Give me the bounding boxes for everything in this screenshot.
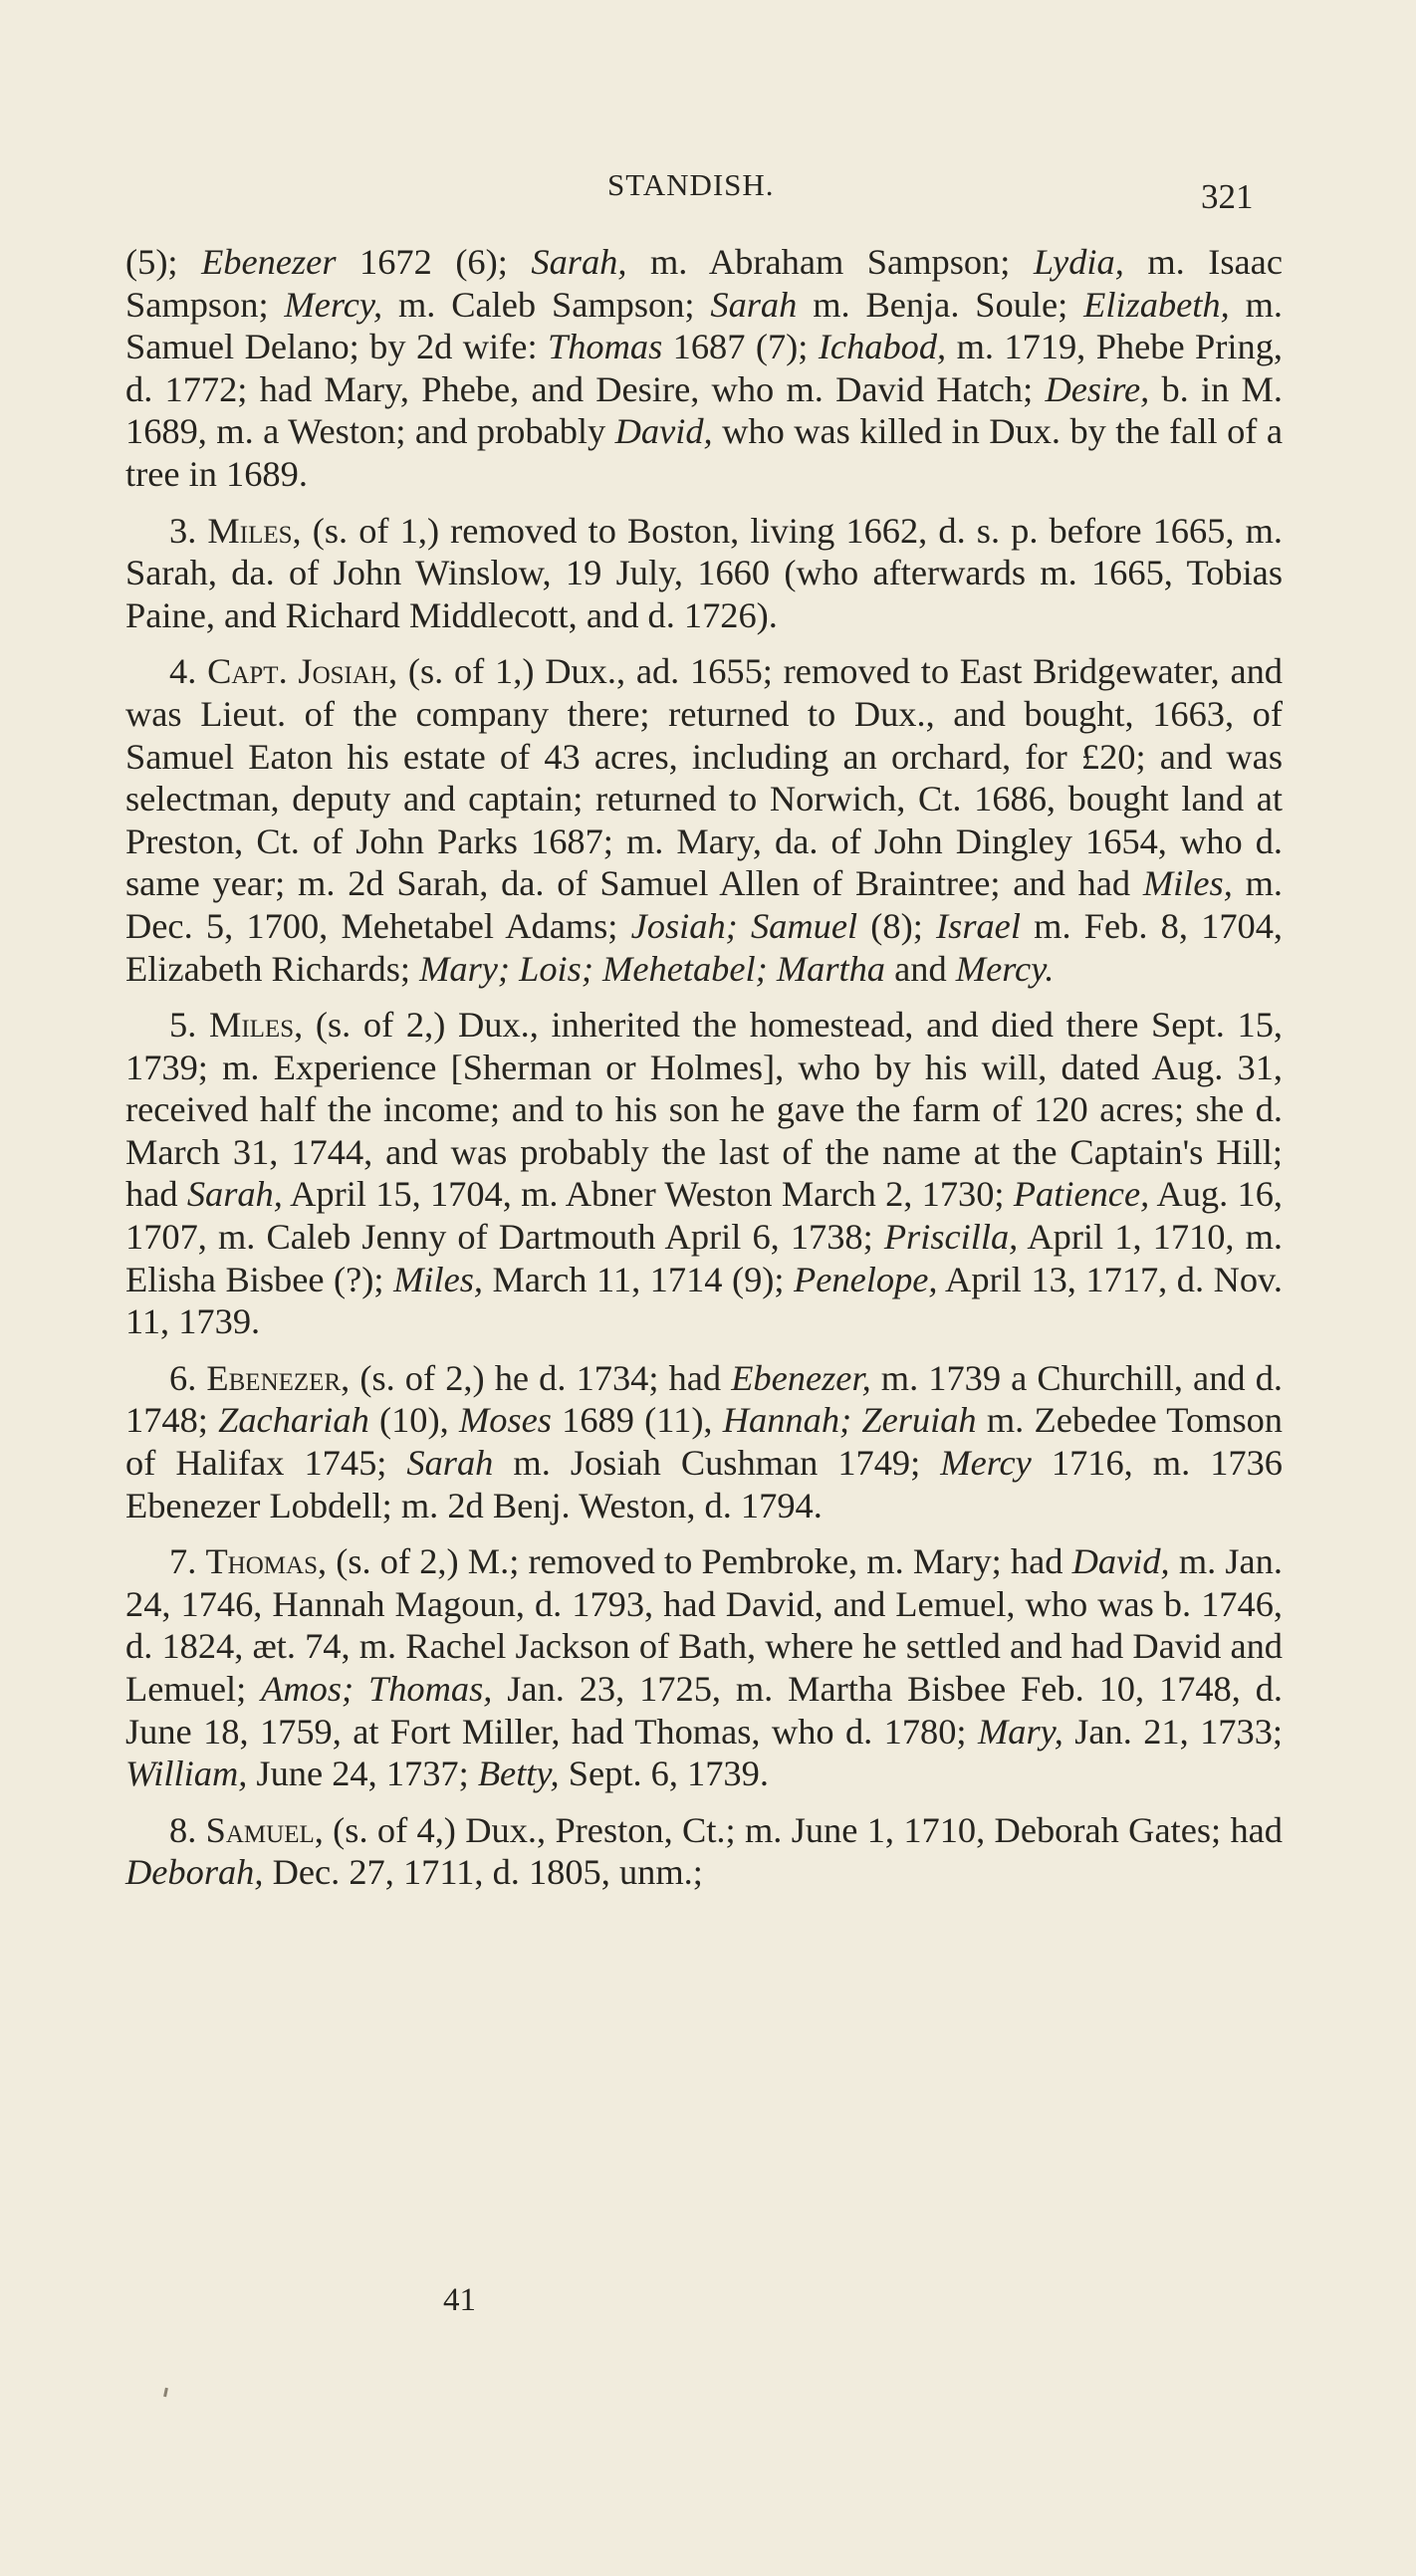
- italic-name: David,: [1071, 1541, 1170, 1582]
- text-run: m. Feb. 8, 1704, Elizabeth Richards;: [125, 905, 1284, 989]
- italic-name: Sarah: [710, 284, 798, 325]
- entry-heading-name: Samuel,: [205, 1809, 324, 1850]
- text-run: 1687 (7);: [662, 327, 819, 367]
- italic-name: Josiah; Samuel: [630, 905, 858, 946]
- text-run: Sept. 6, 1739.: [559, 1754, 769, 1794]
- italic-name: Israel: [936, 905, 1021, 946]
- text-run: (s. of 1,) Dux., ad. 1655; removed to East Bridgewater, and was Lieut. of the company there; returned to Dux., and bought, 1663, of Samuel Eaton his estate of 43 acres, including an orchard, for £20; and was selectman, deputy and captain; returned to Norwich, Ct. 1686, bought land at Preston, Ct. of John Parks 1687; m. Mary, da. of John Dingley 1654, who d. same year; m. 2d Sarah, da. of Samuel Allen of Braintree; and had: [125, 651, 1284, 904]
- text-run: April 13, 1717, d. Nov. 11, 1739.: [125, 1259, 1283, 1342]
- page-number: 321: [1201, 177, 1254, 216]
- text-run: m. Dec. 5, 1700, Mehetabel Adams;: [125, 863, 1283, 946]
- text-run: (10),: [368, 1400, 459, 1441]
- italic-name: Desire,: [1045, 368, 1150, 409]
- text-run: Aug. 16, 1707, m. Caleb Jenny of Dartmouth April 6, 1738;: [125, 1174, 1283, 1258]
- text-run: m. Samuel Delano; by 2d wife:: [125, 284, 1283, 367]
- text-run: (s. of 2,) Dux., inherited the homestead, and died there Sept. 15, 1739; m. Experience [Sherman or Holmes], who by his will, dated Aug. 31, received half the income; and to his son he gave the farm of 120 acres; she d. March 31, 1744, and was probably the last of the name at the Captain's Hill; had: [125, 1005, 1283, 1215]
- text-run: m. Isaac Sampson;: [125, 242, 1283, 325]
- genealogy-entry: [125, 510, 1283, 637]
- italic-name: Miles,: [1142, 863, 1233, 904]
- italic-name: Mercy.: [955, 948, 1055, 989]
- italic-name: Hannah; Zeruiah: [722, 1400, 977, 1441]
- text-run: m. Jan. 24, 1746, Hannah Magoun, d. 1793, had David, and Lemuel, who was b. 1746, d. 1824, æt. 74, m. Rachel Jackson of Bath, where he settled and had David and Lemuel;: [125, 1541, 1283, 1709]
- italic-name: Betty,: [477, 1754, 560, 1794]
- italic-name: Elizabeth,: [1083, 284, 1230, 325]
- continued-paragraph: [125, 241, 1283, 496]
- signature-mark: 41: [443, 2282, 476, 2318]
- text-run: April 1, 1710, m. Elisha Bisbee (?);: [125, 1217, 1283, 1299]
- text-run: 1672 (6);: [336, 242, 532, 282]
- italic-name: Thomas: [547, 327, 663, 367]
- text-run: (s. of 2,) he d. 1734; had: [350, 1357, 732, 1398]
- italic-name: Ebenezer: [201, 242, 337, 282]
- text-run: m. 1739 a Churchill, and d. 1748;: [125, 1357, 1283, 1441]
- running-head: [0, 167, 1416, 216]
- text-run: 1716, m. 1736 Ebenezer Lobdell; m. 2d Benj. Weston, d. 1794.: [125, 1443, 1283, 1525]
- italic-name: Lydia,: [1033, 242, 1124, 282]
- text-run: (s. of 2,) M.; removed to Pembroke, m. Mary; had: [327, 1541, 1072, 1582]
- text-run: who was killed in Dux. by the fall of a tree in 1689.: [125, 411, 1283, 494]
- italic-name: Mercy: [940, 1443, 1032, 1484]
- italic-name: Sarah: [406, 1443, 494, 1484]
- text-run: June 24, 1737;: [247, 1754, 478, 1794]
- entry-heading-name: Miles,: [207, 510, 302, 551]
- italic-name: Priscilla,: [883, 1217, 1019, 1258]
- italic-name: Sarah,: [186, 1174, 283, 1215]
- paper-speck: [163, 2388, 168, 2397]
- text-run: 6.: [169, 1357, 207, 1398]
- genealogy-entry: [125, 1540, 1283, 1795]
- genealogy-entry: [125, 1004, 1283, 1343]
- body-text: [125, 241, 1283, 1894]
- entry-heading-name: Thomas,: [205, 1541, 328, 1582]
- text-run: (8);: [857, 905, 937, 946]
- text-run: Jan. 21, 1733;: [1062, 1711, 1284, 1752]
- text-run: 7.: [169, 1541, 206, 1582]
- italic-name: Moses: [458, 1400, 552, 1441]
- text-run: m. Zebedee Tomson of Halifax 1745;: [125, 1400, 1284, 1484]
- genealogy-entry: [125, 1357, 1283, 1526]
- text-run: 3.: [169, 510, 208, 551]
- genealogy-entry: [125, 650, 1283, 990]
- italic-name: Miles,: [393, 1259, 484, 1299]
- text-run: Dec. 27, 1711, d. 1805, unm.;: [263, 1852, 703, 1893]
- italic-name: David,: [614, 411, 713, 452]
- text-run: (s. of 4,) Dux., Preston, Ct.; m. June 1, 1710, Deborah Gates; had: [323, 1809, 1283, 1850]
- italic-name: Mercy,: [284, 284, 383, 325]
- text-run: 5.: [169, 1005, 209, 1046]
- text-run: 8.: [169, 1809, 206, 1850]
- text-run: m. Abraham Sampson;: [626, 242, 1034, 282]
- italic-name: Patience,: [1013, 1174, 1150, 1215]
- italic-name: Penelope,: [794, 1259, 938, 1299]
- text-run: and: [885, 948, 956, 989]
- italic-name: Sarah,: [531, 242, 627, 282]
- text-run: 4.: [169, 651, 208, 692]
- italic-name: Ebenezer,: [731, 1357, 871, 1398]
- text-run: m. Benja. Soule;: [797, 284, 1084, 325]
- text-run: m. 1719, Phebe Pring, d. 1772; had Mary, Phebe, and Desire, who m. David Hatch;: [125, 327, 1283, 409]
- text-run: 1689 (11),: [551, 1400, 723, 1441]
- entry-heading-name: Ebenezer,: [206, 1357, 351, 1398]
- italic-name: Mary,: [977, 1711, 1063, 1752]
- entry-heading-name: Miles,: [208, 1005, 304, 1046]
- italic-name: Ichabod,: [818, 327, 947, 367]
- italic-name: Deborah,: [125, 1852, 264, 1893]
- running-title: STANDISH.: [607, 167, 775, 202]
- genealogy-entry: [125, 1809, 1283, 1894]
- italic-name: William,: [125, 1754, 248, 1794]
- text-run: (s. of 1,) removed to Boston, living 1662, d. s. p. before 1665, m. Sarah, da. of John Winslow, 19 July, 1660 (who afterwards m. 1665, Tobias Paine, and Richard Middlecott, and d. 1726).: [125, 510, 1283, 635]
- entry-heading-name: Capt. Josiah,: [207, 651, 398, 692]
- text-run: March 11, 1714 (9);: [483, 1259, 795, 1299]
- text-run: m. Caleb Sampson;: [382, 284, 711, 325]
- italic-name: Amos; Thomas,: [261, 1669, 493, 1709]
- text-run: b. in M. 1689, m. a Weston; and probably: [125, 368, 1283, 452]
- text-run: Jan. 23, 1725, m. Martha Bisbee Feb. 10, 1748, d. June 18, 1759, at Fort Miller, had Thomas, who d. 1780;: [125, 1669, 1284, 1752]
- italic-name: Mary; Lois; Mehetabel; Martha: [419, 948, 886, 989]
- italic-name: Zachariah: [218, 1400, 369, 1441]
- text-run: (5);: [125, 242, 202, 282]
- text-run: m. Josiah Cushman 1749;: [493, 1443, 941, 1484]
- text-run: April 15, 1704, m. Abner Weston March 2, 1730;: [282, 1174, 1014, 1215]
